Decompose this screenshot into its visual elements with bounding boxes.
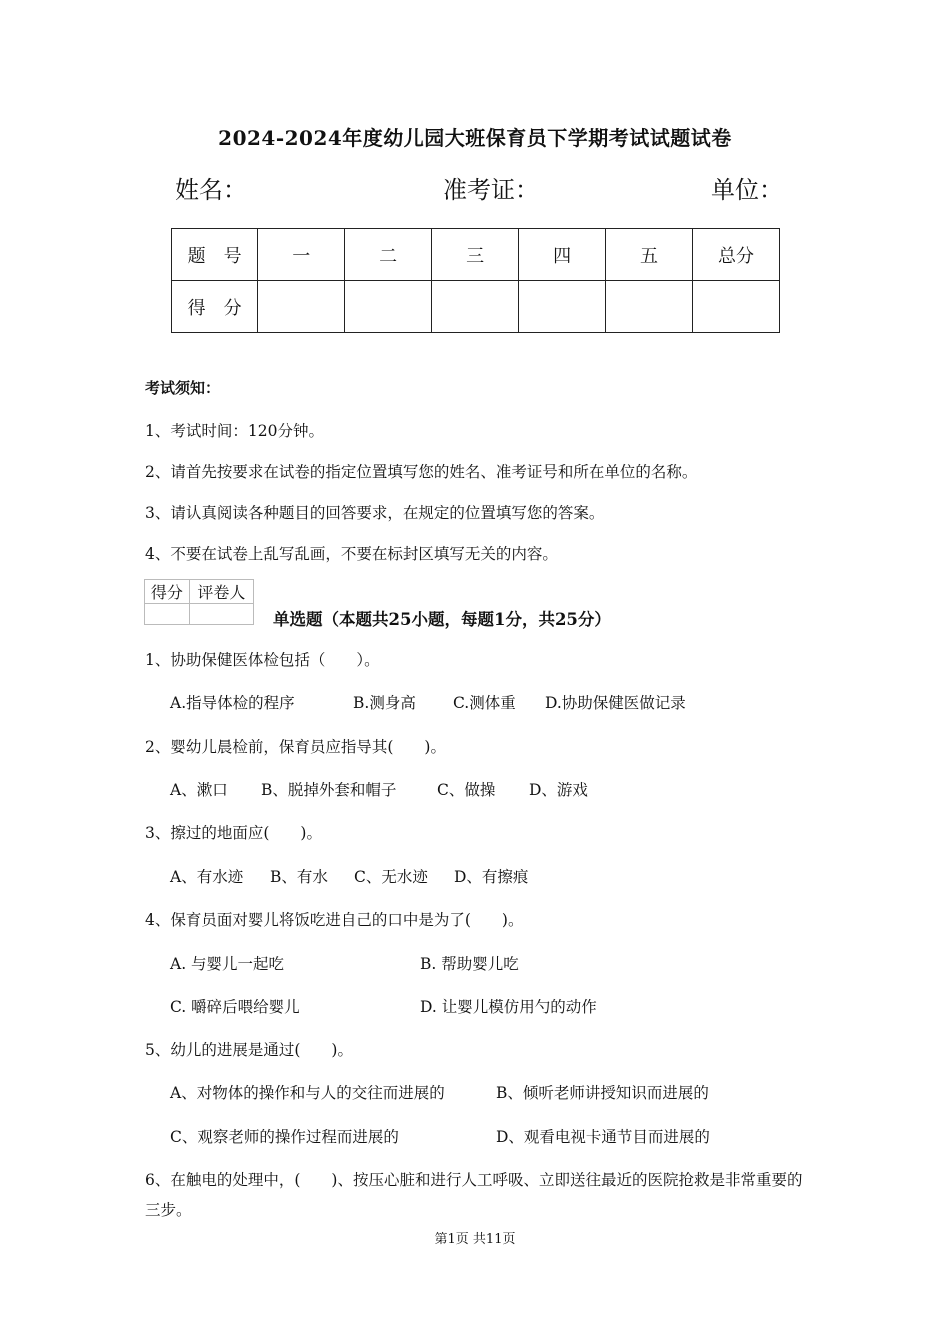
page-number: 第1页 共11页 [434,1232,516,1247]
notice-item: 2、请首先按要求在试卷的指定位置填写您的姓名、准考证号和所在单位的名称。 [145,463,698,481]
score-input-cell[interactable] [606,281,693,333]
question-stem: 1、协助保健医体检包括（ ）。 [145,651,380,669]
answer-option[interactable]: C、无水迹 [354,868,428,886]
grader-box [144,579,254,625]
answer-option[interactable]: D、有擦痕 [454,868,529,886]
answer-option[interactable]: D.协助保健医做记录 [545,694,686,712]
question-stem: 4、保育员面对婴儿将饭吃进自己的口中是为了( )。 [145,911,524,929]
grader-reviewer-label: 评卷人 [189,580,253,604]
score-table-header-row [172,229,780,281]
score-header-cell: 一 [258,229,345,281]
score-header-cell: 四 [519,229,606,281]
score-header-cell: 二 [345,229,432,281]
question-stem: 5、幼儿的进展是通过( )。 [145,1041,353,1059]
score-header-cell: 三 [432,229,519,281]
answer-option[interactable]: D、观看电视卡通节目而进展的 [496,1128,710,1146]
answer-option[interactable]: C、观察老师的操作过程而进展的 [170,1128,399,1146]
grader-reviewer-cell[interactable] [189,604,253,625]
score-table-score-row [172,281,780,333]
score-input-cell[interactable] [258,281,345,333]
answer-option[interactable]: C、做操 [437,781,496,799]
answer-option[interactable]: B、脱掉外套和帽子 [261,781,397,799]
section-title: 单选题（本题共25小题，每题1分，共25分） [273,610,611,629]
answer-option[interactable]: C.测体重 [453,694,516,712]
answer-option[interactable]: A. 与婴儿一起吃 [170,955,285,973]
question-stem: 6、在触电的处理中，( )、按压心脏和进行人工呼吸、立即送往最近的医院抢救是非常重要的三步。 [145,1171,803,1219]
score-row-label: 得 分 [172,281,258,333]
answer-option[interactable]: B. 帮助婴儿吃 [420,955,519,973]
notice-heading: 考试须知： [145,379,221,397]
answer-option[interactable]: C. 嚼碎后喂给婴儿 [170,998,300,1016]
grader-score-cell[interactable] [145,604,190,625]
answer-option[interactable]: A.指导体检的程序 [170,694,295,712]
exam-title: 2024-2024年度幼儿园大班保育员下学期考试试题试卷 [218,126,732,150]
answer-option[interactable]: B、有水 [270,868,328,886]
unit-label: 单位： [711,176,783,204]
grader-score-label: 得分 [145,580,190,604]
answer-option[interactable]: D、游戏 [529,781,588,799]
score-input-cell[interactable] [519,281,606,333]
question-stem: 2、婴幼儿晨检前，保育员应指导其( )。 [145,738,446,756]
notice-item: 4、不要在试卷上乱写乱画，不要在标封区填写无关的内容。 [145,545,558,563]
score-header-cell: 五 [606,229,693,281]
answer-option[interactable]: A、有水迹 [170,868,244,886]
exam-id-label: 准考证： [443,176,539,204]
score-input-cell[interactable] [345,281,432,333]
score-header-cell: 题 号 [172,229,258,281]
question-stem: 3、擦过的地面应( )。 [145,824,322,842]
answer-option[interactable]: B、倾听老师讲授知识而进展的 [496,1084,709,1102]
notice-item: 1、考试时间：120分钟。 [145,422,324,440]
name-label: 姓名： [175,176,247,204]
score-input-cell[interactable] [693,281,780,333]
score-table [171,228,780,333]
answer-option[interactable]: A、漱口 [170,781,228,799]
answer-option[interactable]: A、对物体的操作和与人的交往而进展的 [170,1084,445,1102]
answer-option[interactable]: D. 让婴儿模仿用勺的动作 [420,998,597,1016]
score-input-cell[interactable] [432,281,519,333]
score-header-cell: 总分 [693,229,780,281]
answer-option[interactable]: B.测身高 [353,694,416,712]
notice-item: 3、请认真阅读各种题目的回答要求，在规定的位置填写您的答案。 [145,504,605,522]
